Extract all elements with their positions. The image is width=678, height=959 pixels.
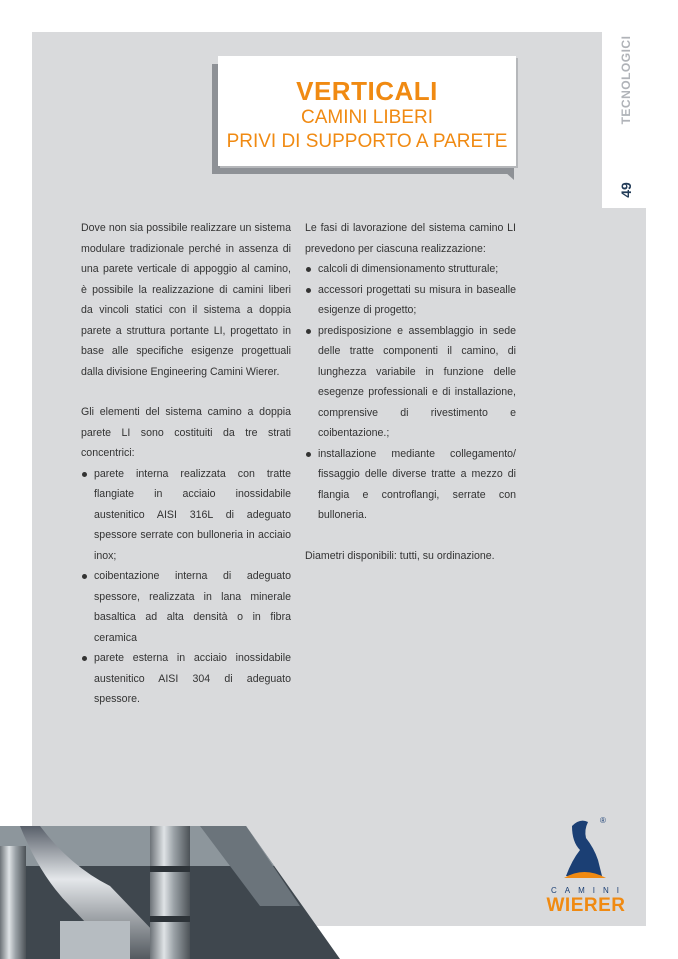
- diameters-note: Diametri disponibili: tutti, su ordinazione.: [305, 549, 495, 562]
- phases-list: [305, 259, 516, 526]
- title-box: [218, 56, 516, 166]
- phases-paragraph: Le fasi di lavorazione del sistema camino LI prevedono per ciascuna realizzazione:: [305, 222, 516, 255]
- page-subtitle-line2: PRIVI DI SUPPORTO A PARETE: [226, 131, 508, 152]
- title-box-tail: [496, 164, 514, 180]
- right-column: [305, 218, 516, 566]
- page-subtitle-line1: CAMINI LIBERI: [301, 107, 433, 128]
- list-item: parete interna realizzata con tratte flangiate in acciaio inossidabile austenitico AISI 316L di adeguato spessore serrate con bulloneria in acciaio inox;: [81, 464, 291, 567]
- page-title: VERTICALI: [296, 76, 438, 106]
- section-label: TECNOLOGICI: [619, 35, 633, 125]
- registered-mark: ®: [600, 816, 606, 825]
- list-item: installazione mediante collegamento/ fissaggio delle diverse tratte a mezzo di flangia e controflangi, serrate con bulloneria.: [305, 444, 516, 526]
- logo-text-camini: CAMINI: [551, 886, 627, 895]
- chimney-photo: [0, 826, 340, 959]
- camini-wierer-logo: [536, 816, 636, 916]
- list-item: coibentazione interna di adeguato spessore, realizzata in lana minerale basaltica ad alta densità o in fibra ceramica: [81, 566, 291, 648]
- list-item: calcoli di dimensionamento strutturale;: [305, 259, 516, 280]
- logo-emblem-icon: [536, 816, 636, 886]
- intro-paragraph: Dove non sia possibile realizzare un sistema modulare tradizionale perché in assenza di una parete verticale di appoggio al camino, è possibile la realizzazione di camini liberi da vincoli statici con il sistema a doppia parete a struttura portante LI, progettato in base alle specifiche esigenze progettuali dalla divisione Engineering Camini Wierer.: [81, 222, 291, 378]
- list-item: accessori progettati su misura in basealle esigenze di progetto;: [305, 280, 516, 321]
- page-number: 49: [618, 182, 634, 198]
- logo-text-wierer: WIERER: [546, 895, 626, 916]
- list-item: predisposizione e assemblaggio in sede delle tratte componenti il camino, di lunghezza variabile in funzione delle esegenze professionali e di installazione, comprensive di rivestimento e coibentazione.;: [305, 321, 516, 444]
- left-column: [81, 218, 291, 710]
- layers-list: [81, 464, 291, 710]
- layers-paragraph: Gli elementi del sistema camino a doppia parete LI sono costituiti da tre strati concentrici:: [81, 406, 291, 459]
- list-item: parete esterna in acciaio inossidabile austenitico AISI 304 di adeguato spessore.: [81, 648, 291, 710]
